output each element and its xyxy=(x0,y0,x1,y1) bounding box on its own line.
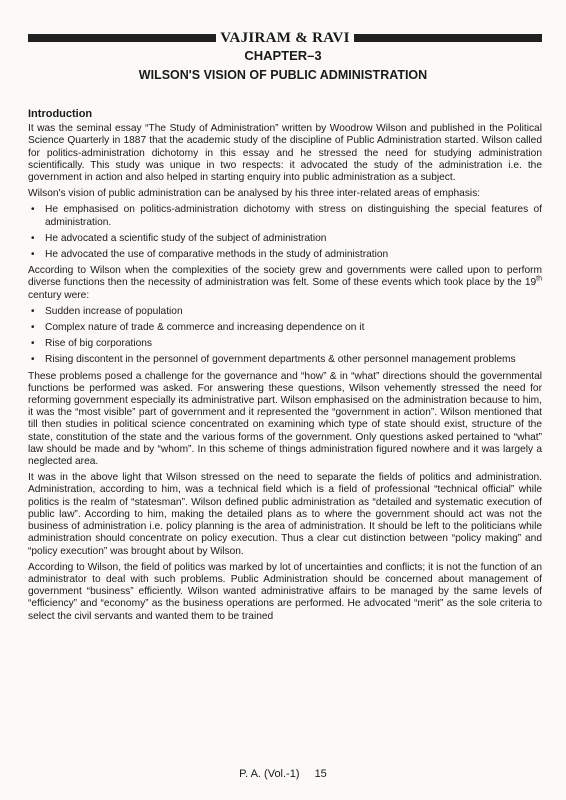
document-body xyxy=(28,108,542,627)
bullet-icon: • xyxy=(31,305,35,317)
bullet-icon: • xyxy=(31,354,35,366)
chapter-number: CHAPTER–3 xyxy=(244,48,322,63)
brand-name: VAJIRAM & RAVI xyxy=(220,29,350,46)
paragraph-6: According to Wilson, the field of politics was marked by lot of uncertainties and conflicts; it is not the function of an administrator to deal with such problems. Public Administration should be concerned about management of government “business” efficiently. Wilson wanted administrative affairs to be managed by the same levels of “efficiency” and “economy” as the business operations are performed. He advocated “merit” as the sole criteria to select the civil servants and wanted them to be trained xyxy=(28,561,542,622)
banner-bar-left xyxy=(28,34,216,42)
bullet-icon: • xyxy=(31,232,35,244)
list-item: • Rise of big corporations xyxy=(31,338,153,350)
list-item: • Complex nature of trade & commerce and increasing dependence on it xyxy=(31,322,365,334)
bullet-icon: • xyxy=(31,338,35,350)
chapter-title: WILSON'S VISION OF PUBLIC ADMINISTRATION xyxy=(138,68,428,82)
paragraph-1: It was the seminal essay “The Study of Administration” written by Woodrow Wilson and published in the Political Science Quarterly in 1887 that the academic study of the discipline of Public Administration started. Wilson called for politics-administration dichotomy in this essay and he stressed the need for studying administration scientifically. This study was unique in two respects: it advocated the study of the administration i.e. the government in action and also helped in starting enquiry into public administration as a subject. xyxy=(28,123,542,184)
paragraph-5: It was in the above light that Wilson stressed on the need to separate the fields of politics and administration. Administration, according to him, was a technical field which is a field of professional “technical official” while politics is the realm of “statesman”. Wilson defined public administration as “detailed and systematic execution of public law”. According to him, making the detailed plans as to where the government should act was not the business of administration i.e. policy planning is the area of administration. It should be left to the politicians while administration should concentrate on policy execution. Thus a clear cut distinction between “policy making” and “policy execution” was brought about by Wilson. xyxy=(28,472,542,557)
page-footer xyxy=(0,768,566,780)
list-item: • Rising discontent in the personnel of government departments & other personnel management problems xyxy=(31,354,516,366)
section-heading-introduction: Introduction xyxy=(28,108,93,120)
emphasis-list xyxy=(28,204,542,261)
footer-label: P. A. (Vol.-1) xyxy=(239,768,300,780)
list-item: • He advocated a scientific study of the subject of administration xyxy=(31,232,327,244)
page-number: 15 xyxy=(314,768,327,780)
paragraph-2: Wilson's vision of public administration can be analysed by his three inter-related areas of emphasis: xyxy=(28,188,481,200)
banner-bar-right xyxy=(354,34,542,42)
paragraph-3: According to Wilson when the complexities of the society grew and governments were called upon to perform diverse functions then the necessity of administration was felt. Some of these events which took place by the 19th century were: xyxy=(28,265,542,301)
paragraph-4: These problems posed a challenge for the governance and “how” & in “what” directions should the governmental functions be performed was asked. For answering these questions, Wilson vehemently stressed the need for reforming government especially its administrative part. Wilson emphasised on the administration because to him, it was the “most visible” part of government and it represented the “government in action”. Wilson mentioned that till then studies in political science concentrated on examining which type of state should exist, structure of the state, constitution of the state and the various forms of the government. Only questions asked pertained to “what” law should be made and by “whom”. In this scheme of things administration figured nowhere and it was largely a neglected area. xyxy=(28,370,542,468)
list-item: • He advocated the use of comparative methods in the study of administration xyxy=(31,249,389,261)
list-item: • Sudden increase of population xyxy=(31,305,183,317)
bullet-icon: • xyxy=(31,204,35,216)
bullet-icon: • xyxy=(31,322,35,334)
events-list xyxy=(28,306,542,367)
brand-banner xyxy=(28,30,542,46)
list-item: • He emphasised on politics-administration dichotomy with stress on distinguishing the special features of administration. xyxy=(31,204,542,228)
bullet-icon: • xyxy=(31,249,35,261)
